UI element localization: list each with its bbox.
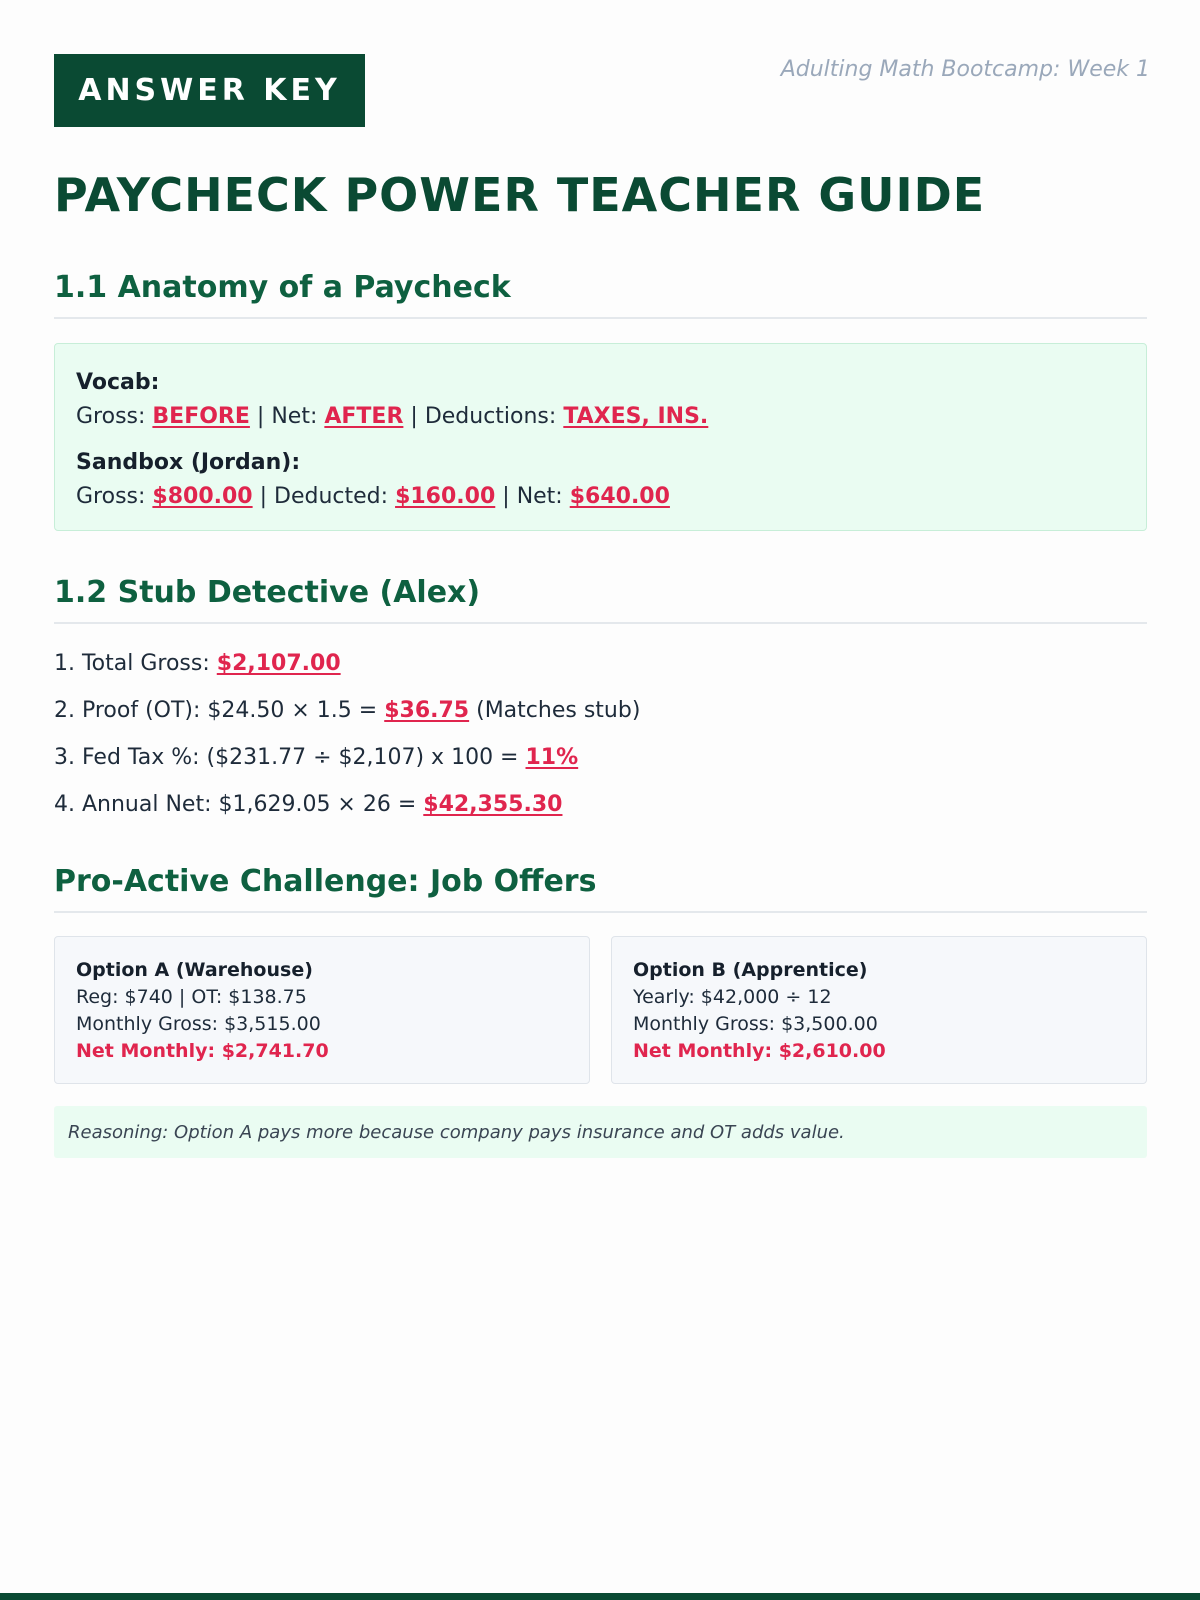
gross-answer: BEFORE bbox=[152, 404, 250, 429]
option-b-net-monthly: Net Monthly: $2,610.00 bbox=[633, 1040, 886, 1062]
sandbox-gross-answer: $800.00 bbox=[152, 484, 253, 509]
sandbox-net-label: Net: bbox=[516, 484, 563, 509]
answer-key-badge: ANSWER KEY bbox=[54, 54, 365, 127]
sandbox-label: Sandbox (Jordan): bbox=[76, 450, 301, 475]
question-text: 3. Fed Tax %: ($231.77 ÷ $2,107) x 100 = bbox=[54, 745, 526, 770]
deductions-answer: TAXES, INS. bbox=[563, 404, 709, 429]
footer-bar bbox=[0, 1593, 1200, 1600]
separator: | bbox=[256, 404, 265, 429]
question-text: 2. Proof (OT): $24.50 × 1.5 = bbox=[54, 698, 385, 723]
net-answer: AFTER bbox=[324, 404, 404, 429]
section-job-offers-heading: Pro-Active Challenge: Job Offers bbox=[54, 864, 1147, 913]
answer-text: $2,107.00 bbox=[216, 651, 341, 676]
separator: | bbox=[259, 484, 268, 509]
net-label: Net: bbox=[271, 404, 318, 429]
page-title: PAYCHECK POWER TEACHER GUIDE bbox=[54, 168, 986, 222]
answer-text: $36.75 bbox=[384, 698, 470, 723]
section-anatomy-heading: 1.1 Anatomy of a Paycheck bbox=[54, 270, 1147, 319]
answer-text: 11% bbox=[525, 745, 579, 770]
list-item bbox=[54, 692, 1147, 739]
list-item bbox=[54, 645, 1147, 692]
vocab-label: Vocab: bbox=[76, 370, 160, 395]
option-b-card bbox=[611, 936, 1147, 1084]
vocab-line bbox=[76, 400, 1125, 434]
course-tag: Adulting Math Bootcamp: Week 1 bbox=[780, 57, 1150, 82]
stub-answer-list bbox=[54, 645, 1147, 833]
question-text: 4. Annual Net: $1,629.05 × 26 = bbox=[54, 792, 424, 817]
gross-label: Gross: bbox=[76, 404, 146, 429]
separator: | bbox=[410, 404, 418, 429]
sandbox-deducted-answer: $160.00 bbox=[395, 484, 496, 509]
option-b-pay-line: Yearly: $42,000 ÷ 12 bbox=[633, 986, 832, 1008]
option-b-title: Option B (Apprentice) bbox=[633, 959, 868, 981]
sandbox-line bbox=[76, 480, 1125, 514]
vocab-box bbox=[54, 343, 1147, 531]
option-a-card bbox=[54, 936, 590, 1084]
sandbox-deducted-label: Deducted: bbox=[274, 484, 389, 509]
sandbox-gross-label: Gross: bbox=[76, 484, 146, 509]
reasoning-note: Reasoning: Option A pays more because company pays insurance and OT adds value. bbox=[54, 1106, 1147, 1158]
list-item bbox=[54, 786, 1147, 833]
deductions-label: Deductions: bbox=[424, 404, 557, 429]
option-b-monthly-gross: Monthly Gross: $3,500.00 bbox=[633, 1013, 878, 1035]
separator: | bbox=[502, 484, 510, 509]
option-a-monthly-gross: Monthly Gross: $3,515.00 bbox=[76, 1013, 321, 1035]
question-suffix: (Matches stub) bbox=[469, 698, 641, 723]
question-text: 1. Total Gross: bbox=[54, 651, 217, 676]
section-stub-detective-heading: 1.2 Stub Detective (Alex) bbox=[54, 575, 1147, 624]
sandbox-net-answer: $640.00 bbox=[569, 484, 670, 509]
option-a-pay-line: Reg: $740 | OT: $138.75 bbox=[76, 986, 307, 1008]
list-item bbox=[54, 739, 1147, 786]
option-a-title: Option A (Warehouse) bbox=[76, 959, 313, 981]
answer-text: $42,355.30 bbox=[423, 792, 563, 817]
option-a-net-monthly: Net Monthly: $2,741.70 bbox=[76, 1040, 329, 1062]
